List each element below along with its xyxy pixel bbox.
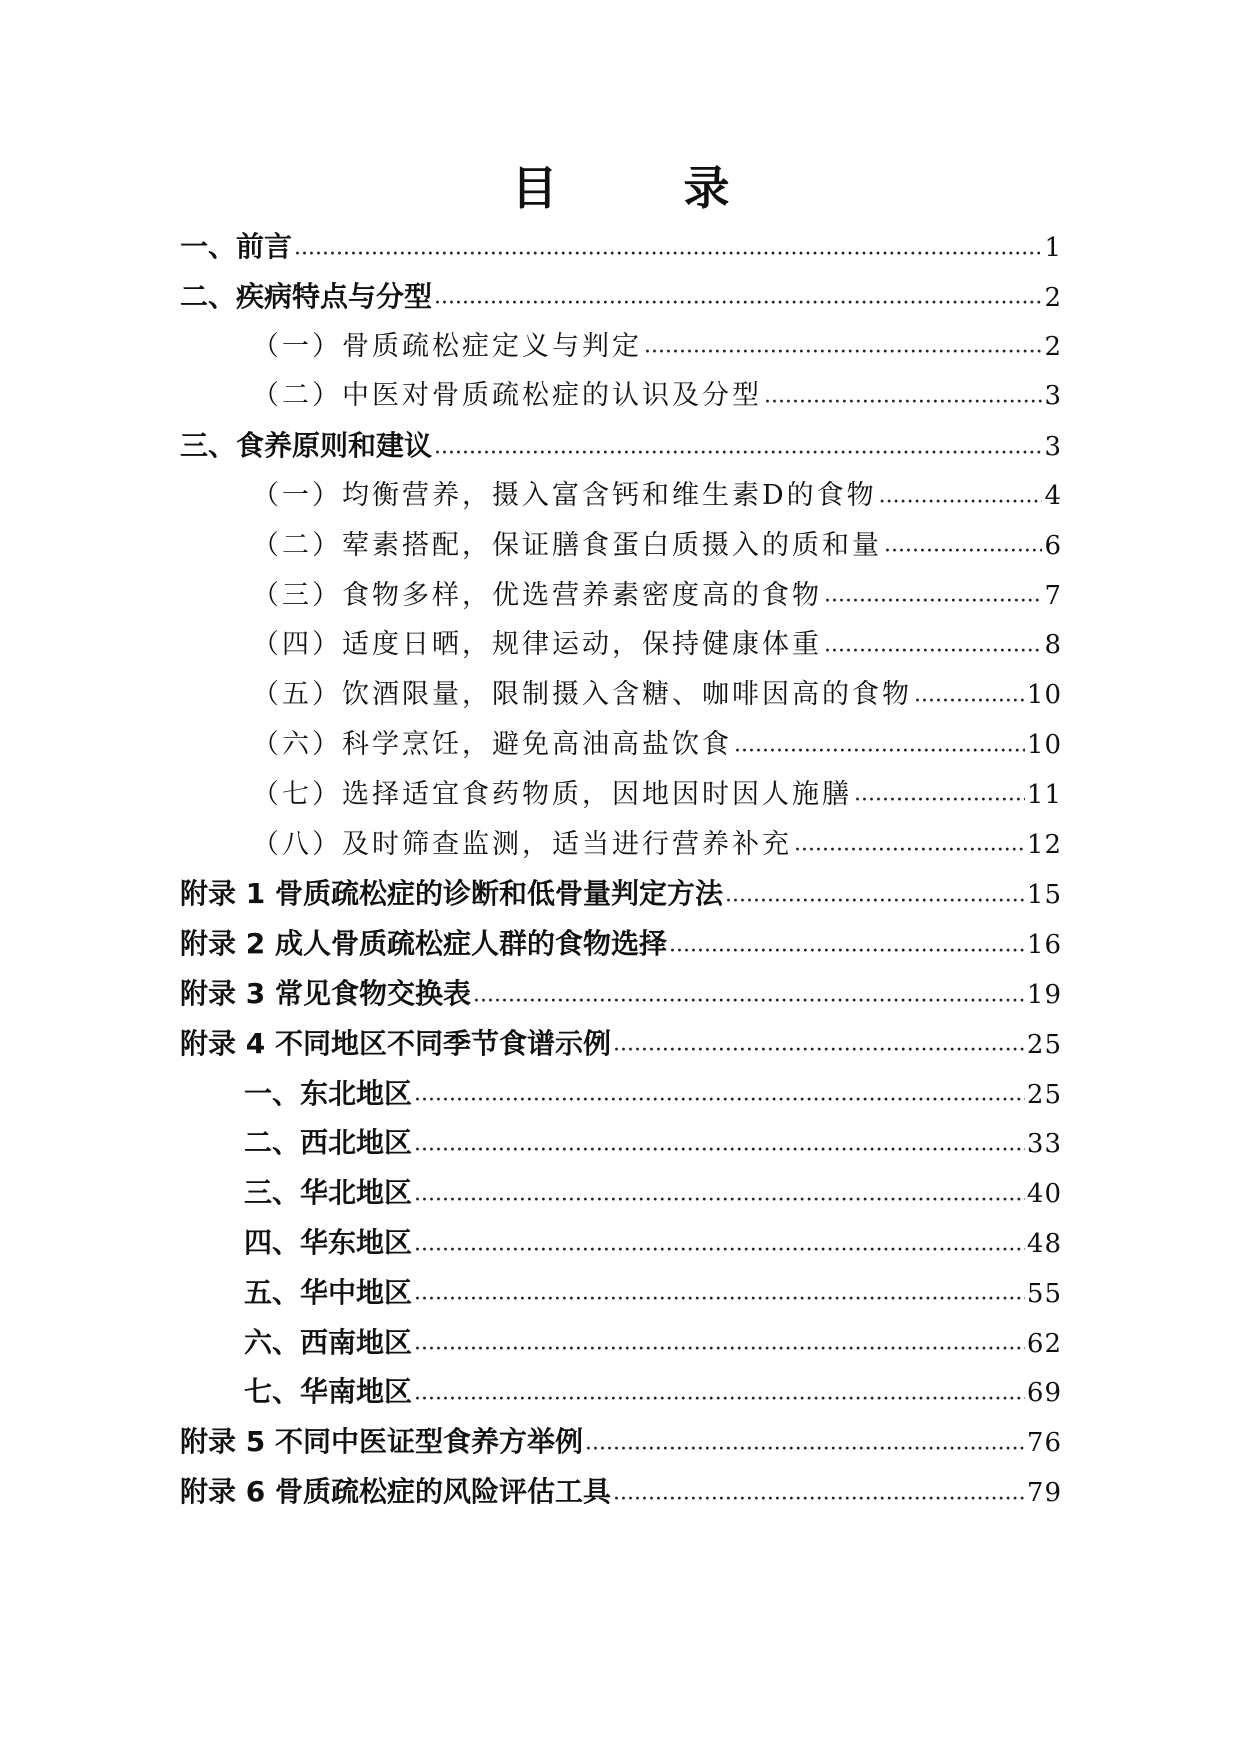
dot-leader	[884, 527, 1042, 553]
toc-entry-appendix-5[interactable]	[180, 1417, 1062, 1467]
toc-entry-east[interactable]	[180, 1218, 1062, 1268]
toc-entry-label: 六、西南地区	[244, 1325, 413, 1359]
dot-leader	[414, 1076, 1025, 1102]
toc-entry-cooking[interactable]	[180, 720, 1062, 770]
page-title: 目 录	[511, 161, 770, 215]
toc-entry-label: 二、西北地区	[244, 1126, 413, 1160]
toc-entry-balanced-nutrition[interactable]	[180, 471, 1062, 521]
toc-page-number: 7	[1044, 580, 1062, 611]
toc-entry-definition[interactable]	[180, 322, 1062, 372]
toc-entry-appendix-3[interactable]	[180, 969, 1062, 1019]
toc-page-number: 10	[1026, 680, 1062, 711]
toc-entry-label: 一、前言	[180, 230, 293, 263]
toc-page-number: 8	[1044, 630, 1062, 661]
toc-entry-protein[interactable]	[180, 521, 1062, 571]
toc-entry-label: （五）饮酒限量，限制摄入含糖、咖啡因高的食物	[252, 679, 912, 711]
dot-leader	[414, 1375, 1025, 1401]
toc-page-number: 48	[1026, 1228, 1062, 1259]
dot-leader	[734, 727, 1025, 753]
toc-page-number: 25	[1026, 1029, 1062, 1060]
toc-page-number: 12	[1026, 829, 1062, 860]
toc-entry-label: （六）科学烹饪，避免高油高盐饮食	[252, 728, 732, 760]
dot-leader	[764, 378, 1042, 404]
toc-entry-preface[interactable]	[180, 222, 1062, 272]
toc-page-number: 76	[1026, 1428, 1062, 1459]
dot-leader	[914, 677, 1025, 703]
toc-page-number: 2	[1044, 282, 1062, 313]
toc-entry-label: 三、华北地区	[244, 1176, 413, 1210]
toc-entry-southwest[interactable]	[180, 1318, 1062, 1368]
toc-entry-food-variety[interactable]	[180, 571, 1062, 621]
toc-entry-label: 五、华中地区	[244, 1275, 413, 1309]
toc-entry-label: （四）适度日晒，规律运动，保持健康体重	[252, 629, 822, 661]
dot-leader	[414, 1226, 1025, 1252]
toc-entry-alcohol-limit[interactable]	[180, 670, 1062, 720]
dot-leader	[854, 776, 1025, 802]
toc-entry-label: 附录 4 不同地区不同季节食谱示例	[180, 1026, 611, 1060]
toc-entry-label: （一）均衡营养，摄入富含钙和维生素D的食物	[252, 479, 877, 511]
dot-leader	[294, 230, 1042, 256]
dot-leader	[644, 328, 1042, 354]
toc-page-number: 19	[1026, 979, 1062, 1010]
dot-leader	[613, 1026, 1025, 1052]
toc-entry-label: （二）荤素搭配，保证膳食蛋白质摄入的质和量	[252, 529, 882, 561]
toc-entry-south[interactable]	[180, 1367, 1062, 1417]
toc-entry-label: 附录 1 骨质疏松症的诊断和低骨量判定方法	[180, 877, 723, 911]
toc-entry-label: （二）中医对骨质疏松症的认识及分型	[252, 380, 762, 412]
toc-entry-label: （三）食物多样，优选营养素密度高的食物	[252, 579, 822, 611]
toc-entry-disease-features[interactable]	[180, 272, 1062, 322]
dot-leader	[434, 429, 1042, 455]
toc-page-number: 40	[1026, 1179, 1062, 1210]
toc-page-number: 1	[1044, 233, 1062, 263]
toc-entry-sun-exercise[interactable]	[180, 620, 1062, 670]
toc-entry-appendix-4[interactable]	[180, 1019, 1062, 1069]
dot-leader	[414, 1325, 1025, 1351]
toc-entry-appendix-6[interactable]	[180, 1467, 1062, 1517]
toc-entry-central[interactable]	[180, 1268, 1062, 1318]
dot-leader	[669, 927, 1025, 953]
toc-page-number: 16	[1026, 930, 1062, 961]
toc-entry-screening[interactable]	[180, 820, 1062, 870]
toc-entry-label: （七）选择适宜食药物质，因地因时因人施膳	[252, 778, 852, 810]
toc-page-number: 2	[1044, 331, 1062, 362]
dot-leader	[434, 279, 1042, 305]
toc-entry-northeast[interactable]	[180, 1069, 1062, 1119]
toc-entry-appendix-2[interactable]	[180, 919, 1062, 969]
toc-entry-north[interactable]	[180, 1168, 1062, 1218]
toc-entry-appendix-1[interactable]	[180, 869, 1062, 919]
toc-page-number: 10	[1026, 729, 1062, 760]
toc-entry-label: 附录 3 常见食物交换表	[180, 976, 471, 1010]
toc-entry-label: 四、华东地区	[244, 1225, 413, 1259]
dot-leader	[414, 1176, 1025, 1202]
dot-leader	[824, 577, 1042, 603]
toc-page-number: 3	[1044, 432, 1062, 463]
dot-leader	[794, 826, 1025, 852]
dot-leader	[414, 1126, 1025, 1152]
toc-page-number: 62	[1026, 1328, 1062, 1359]
toc-entry-label: 二、疾病特点与分型	[180, 279, 433, 313]
toc-page-number: 33	[1026, 1129, 1062, 1160]
toc-entry-label: 附录 6 骨质疏松症的风险评估工具	[180, 1474, 611, 1508]
dot-leader	[879, 478, 1043, 504]
dot-leader	[613, 1475, 1025, 1501]
dot-leader	[585, 1425, 1025, 1451]
toc-entry-label: （一）骨质疏松症定义与判定	[252, 330, 642, 362]
dot-leader	[824, 627, 1042, 653]
toc-page-number: 3	[1044, 381, 1062, 412]
toc-entry-label: 附录 5 不同中医证型食养方举例	[180, 1425, 583, 1459]
toc-entry-label: 七、华南地区	[244, 1375, 413, 1409]
toc-entry-label: 三、食养原则和建议	[180, 429, 433, 463]
table-of-contents	[180, 222, 1062, 1517]
dot-leader	[414, 1275, 1025, 1301]
toc-page-number: 55	[1026, 1278, 1062, 1309]
toc-page-number: 79	[1026, 1477, 1062, 1508]
toc-entry-medicinal-food[interactable]	[180, 770, 1062, 820]
toc-entry-northwest[interactable]	[180, 1118, 1062, 1168]
toc-page-number: 6	[1044, 530, 1062, 561]
dot-leader	[473, 977, 1025, 1003]
toc-entry-tcm-understanding[interactable]	[180, 371, 1062, 421]
toc-entry-label: 附录 2 成人骨质疏松症人群的食物选择	[180, 927, 667, 961]
toc-page-number: 4	[1044, 480, 1062, 511]
toc-page-number: 25	[1026, 1079, 1062, 1110]
toc-page-number: 69	[1026, 1378, 1062, 1409]
toc-entry-label: 一、东北地区	[244, 1076, 413, 1110]
toc-entry-principles[interactable]	[180, 421, 1062, 471]
toc-page-number: 11	[1026, 779, 1062, 810]
dot-leader	[725, 877, 1025, 903]
toc-page-number: 15	[1026, 880, 1062, 911]
toc-entry-label: （八）及时筛查监测，适当进行营养补充	[252, 828, 792, 860]
